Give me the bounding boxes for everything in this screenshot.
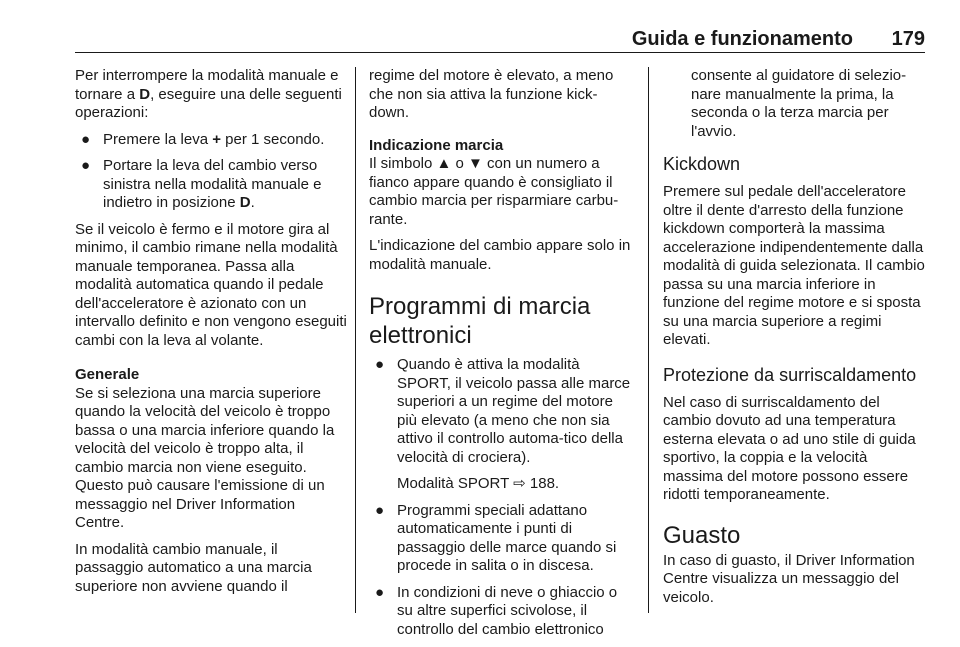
sport-mode-reference[interactable]: Modalità SPORT ⇨ 188. — [397, 475, 560, 492]
bullet-continuation: consente al guidatore di selezio-nare manualmente la prima, la seconda o la terza marcia per l'avvio. — [691, 67, 907, 140]
header-divider — [75, 52, 925, 53]
bullet-icon: ● — [375, 356, 385, 373]
bullet-icon: ● — [81, 130, 91, 148]
programs-list — [369, 356, 635, 639]
overheat-protection-paragraph: Nel caso di surriscaldamento del cambio dovuto ad una temperatura esterna elevata o ad uno stile di guida sportivo, la coppia e la velocità massima del motore possono essere ridotti temporaneamente. — [663, 393, 916, 503]
gear-indication-manual-paragraph: L'indicazione del cambio appare solo in modalità manuale. — [369, 237, 631, 273]
kickdown-continuation: regime del motore è elevato, a meno che non sia attiva la funzione kick-down. — [369, 67, 614, 121]
chapter-title: Guida e funzionamento — [631, 28, 853, 50]
column-divider-1 — [355, 67, 356, 613]
list-item: ● Programmi speciali adattano automaticamente i punti di passaggio delle marce quando si procede in salita o in discesa. — [375, 501, 617, 574]
kickdown-heading: Kickdown — [663, 154, 741, 174]
temporary-manual-paragraph: Se il veicolo è fermo e il motore gira al minimo, il cambio rimane nella modalità manuale temporanea. Passa alla modalità automatica quando il pedale dell'acceleratore è azionato con un intervallo definito e non vengono eseguiti cambi con la leva al volante. — [75, 220, 347, 349]
electronic-programs-heading: Programmi di marcia elettronici — [369, 293, 591, 349]
bullet-icon: ● — [375, 501, 385, 519]
list-item: ● In condizioni di neve o ghiaccio o su altre superfici scivolose, il controllo del cambio elettronico — [375, 583, 618, 638]
list-item: ● Premere la leva + per 1 secondo. — [81, 130, 325, 148]
gear-indication-heading: Indicazione marcia — [369, 136, 504, 154]
overheat-protection-heading: Protezione da surriscaldamento — [663, 364, 917, 385]
page-number: 179 — [891, 28, 925, 50]
column-divider-2 — [648, 67, 649, 613]
bullet-icon: ● — [375, 583, 385, 601]
general-heading: Generale — [75, 366, 140, 383]
page-header — [75, 24, 925, 50]
column-1 — [75, 67, 347, 596]
kickdown-paragraph: Premere sul pedale dell'acceleratore oltre il dente d'arresto della funzione kickdown comporterà la massima accelerazione indipendentemente dalla modalità di guida selezionata. Il cambio passa su una marcia inferiore in funzione del regime motore e si sposta su una marcia superiore a regimi elevati. — [663, 183, 925, 348]
column-2 — [369, 67, 635, 647]
exit-manual-list — [75, 131, 347, 213]
bullet-icon: ● — [81, 157, 91, 174]
list-item: ● Quando è attiva la modalità SPORT, il veicolo passa alle marce superiori a un regime del motore più elevato (a meno che non sia attivo il controllo automa-tico della velocità di crociera). — [375, 356, 631, 466]
manual-mode-paragraph: In modalità cambio manuale, il passaggio automatico a una marcia superiore non avviene quando il — [75, 540, 312, 595]
list-item: ● Portare la leva del cambio verso sinistra nella modalità manuale e indietro in posizione D. — [81, 157, 322, 211]
general-paragraph: Se si seleziona una marcia superiore quando la velocità del veicolo è troppo bassa o una marcia inferiore quando la velocità del veicolo è troppo alta, il cambio marcia non viene eseguito. Questo può causare l'emissione di un messaggio nel Driver Information Centre. — [75, 384, 335, 531]
gear-indication-paragraph: Il simbolo ▲ o ▼ con un numero a fianco appare quando è consigliato il cambio marcia per risparmiare carbu-rante. — [369, 155, 619, 228]
list-item-continuation — [369, 475, 635, 494]
column-3 — [663, 67, 928, 615]
fault-heading: Guasto — [663, 521, 741, 549]
fault-paragraph: In caso di guasto, il Driver Information Centre visualizza un messaggio del veicolo. — [663, 551, 915, 606]
intro-paragraph: Per interrompere la modalità manuale e tornare a D, eseguire una delle seguenti operazioni: — [75, 67, 342, 121]
